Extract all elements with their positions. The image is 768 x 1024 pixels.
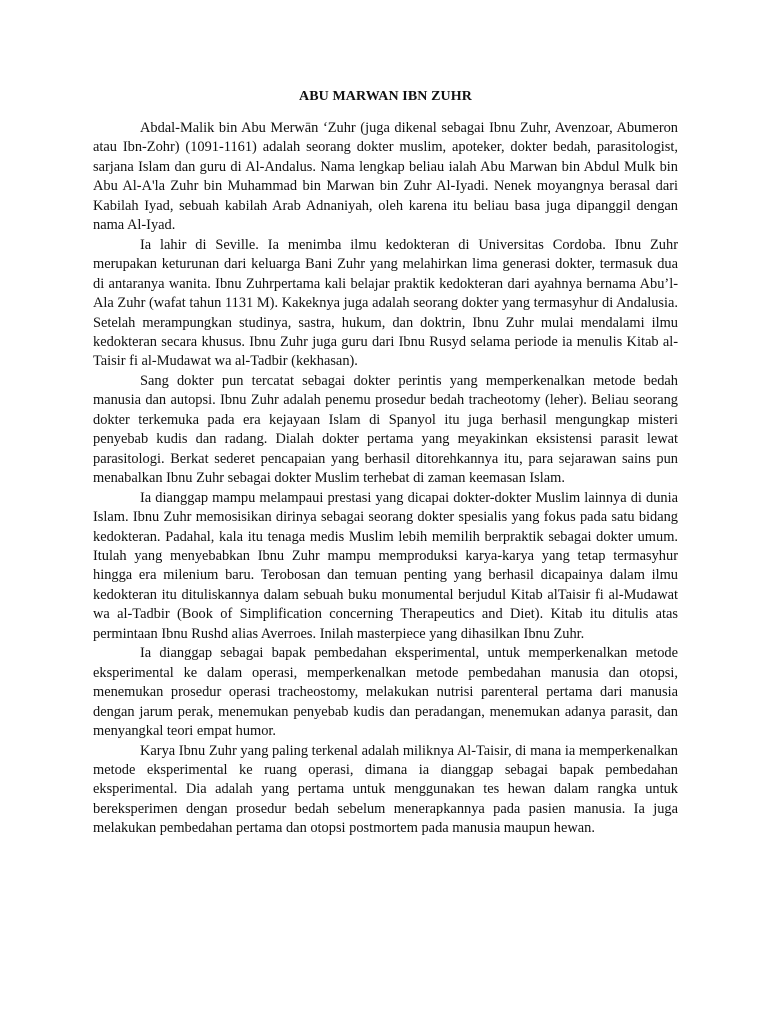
- paragraph-6: Karya Ibnu Zuhr yang paling terkenal adalah miliknya Al-Taisir, di mana ia memperkenalkan metode eksperimental ke ruang operasi, dimana ia dianggap sebagai bapak pembedahan eksperimental. Dia adalah yang pertama untuk menggunakan tes hewan dalam rangka untuk bereksperimen dengan prosedur bedah sebelum menerapkannya pada pasien manusia. Ia juga melakukan pembedahan pertama dan otopsi postmortem pada manusia maupun hewan.: [93, 742, 678, 837]
- paragraph-4: Ia dianggap mampu melampaui prestasi yang dicapai dokter-dokter Muslim lainnya di dunia Islam. Ibnu Zuhr memosisikan dirinya sebagai seorang dokter spesialis yang fokus pada satu bidang kedokteran. Padahal, kala itu tenaga medis Muslim lebih memilih berpraktik sebagai dokter umum. Itulah yang menyebabkan Ibnu Zuhr mampu memproduksi karya-karya yang tetap termasyhur hingga era milenium baru. Terobosan dan temuan penting yang berhasil dicapainya dalam ilmu kedokteran itu dituliskannya dalam sebuah buku monumental berjudul Kitab alTaisir fi al-Mudawat wa al-Tadbir (Book of Simplification concerning Therapeutics and Diet). Kitab itu ditulis atas permintaan Ibnu Rushd alias Averroes. Inilah masterpiece yang dihasilkan Ibnu Zuhr.: [93, 489, 678, 642]
- paragraph-2: Ia lahir di Seville. Ia menimba ilmu kedokteran di Universitas Cordoba. Ibnu Zuhr merupakan keturunan dari keluarga Bani Zuhr yang melahirkan lima generasi dokter, termasuk dua di antaranya wanita. Ibnu Zuhrpertama kali belajar praktik kedokteran dari ayahnya bernama Abu’l-Ala Zuhr (wafat tahun 1131 M). Kakeknya juga adalah seorang dokter yang termasyhur di Andalusia. Setelah merampungkan studinya, sastra, hukum, dan doktrin, Ibnu Zuhr mulai mendalami ilmu kedokteran secara khusus. Ibnu Zuhr juga guru dari Ibnu Rusyd selama periode ia menulis Kitab al-Taisir fi al-Mudawat wa al-Tadbir (kekhasan).: [93, 236, 678, 370]
- paragraph-5: Ia dianggap sebagai bapak pembedahan eksperimental, untuk memperkenalkan metode eksperimental ke dalam operasi, memperkenalkan metode pembedahan manusia dan otopsi, menemukan prosedur operasi tracheostomy, melakukan nutrisi parenteral pertama dari manusia dengan jarum perak, menemukan penyebab kudis dan peradangan, menemukan adanya parasit, dan menyangkal teori empat humor.: [93, 645, 678, 740]
- paragraph-1: Abdal-Malik bin Abu Merwān ‘Zuhr (juga dikenal sebagai Ibnu Zuhr, Avenzoar, Abumeron atau Ibn-Zohr) (1091-1161) adalah seorang dokter muslim, apoteker, dokter bedah, parasitologist, sarjana Islam dan guru di Al-Andalus. Nama lengkap beliau ialah Abu Marwan bin Abdul Mulk bin Abu Al-A'la Zuhr bin Muhammad bin Marwan bin Zuhr Al-Iyadi. Nenek moyangnya berasal dari Kabilah Iyad, sebuah kabilah Arab Adnaniyah, oleh karena itu beliau basa juga dipanggil dengan nama Al-Iyad.: [93, 120, 678, 234]
- paragraph-3: Sang dokter pun tercatat sebagai dokter perintis yang memperkenalkan metode bedah manusia dan autopsi. Ibnu Zuhr adalah penemu prosedur bedah tracheotomy (leher). Beliau seorang dokter terkemuka pada era kejayaan Islam di Spanyol itu juga berhasil mengungkap misteri penyebab kudis dan radang. Dialah dokter pertama yang meyakinkan eksistensi parasit lewat parasitologi. Berkat sederet pencapaian yang berhasil ditorehkannya itu, para sejarawan sains pun menabalkan Ibnu Zuhr sebagai dokter Muslim terhebat di zaman keemasan Islam.: [93, 372, 678, 487]
- document-title: ABU MARWAN IBN ZUHR: [299, 89, 472, 104]
